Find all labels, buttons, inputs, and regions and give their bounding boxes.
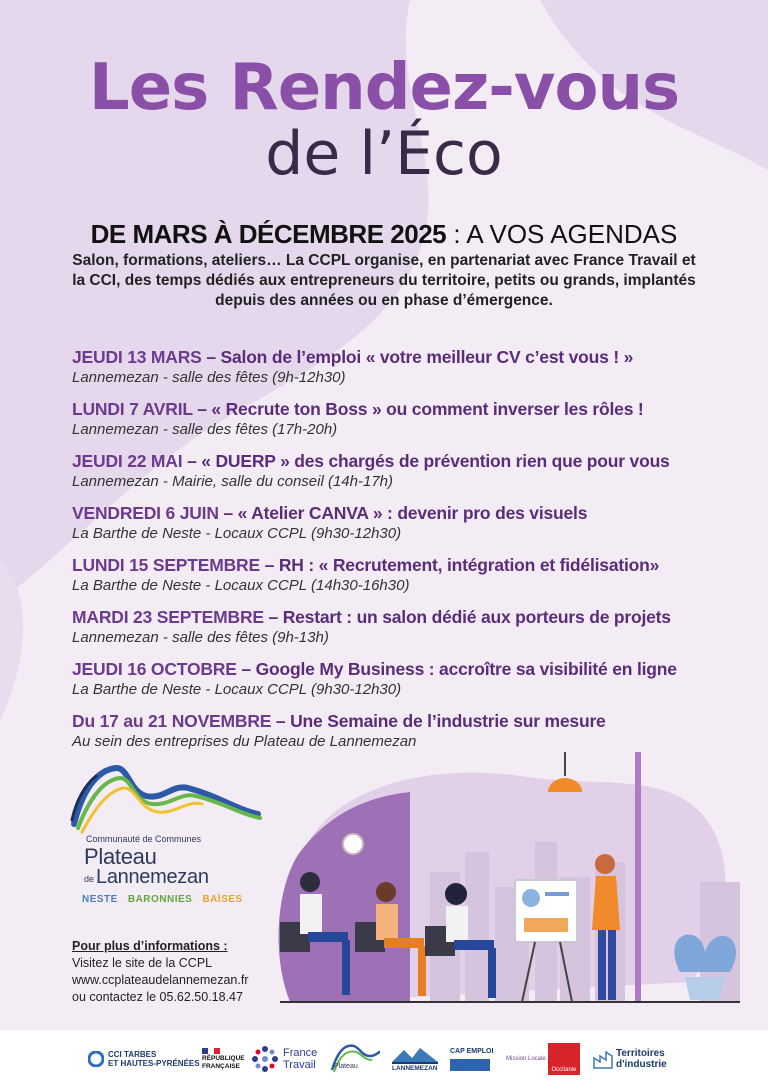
event-date: LUNDI 7 AVRIL: [72, 399, 193, 419]
partner-plateau: [330, 1040, 382, 1078]
event-title: [72, 449, 752, 473]
event-item: [72, 345, 752, 397]
event-item: [72, 657, 752, 709]
events-list: [72, 345, 752, 761]
ti-line1: Territoires: [616, 1048, 665, 1059]
partner-occitanie: [548, 1040, 580, 1078]
cci-line1: CCI TARBES: [108, 1050, 157, 1059]
dates-heading: [0, 218, 768, 250]
event-place: La Barthe de Neste - Locaux CCPL (9h30-12h30): [72, 681, 402, 698]
event-title: [72, 397, 752, 421]
event-place: Lannemezan - salle des fêtes (9h-12h30): [72, 369, 346, 386]
event-date: MARDI 23 SEPTEMBRE: [72, 607, 264, 627]
logo-name-de: de: [84, 874, 95, 884]
event-place: Lannemezan - salle des fêtes (9h-13h): [72, 629, 329, 646]
logo-baises: BAÏSES: [202, 894, 243, 905]
event-place: La Barthe de Neste - Locaux CCPL (9h30-12h30): [72, 525, 402, 542]
event-place: Au sein des entreprises du Plateau de Lannemezan: [72, 733, 417, 750]
event-place: La Barthe de Neste - Locaux CCPL (14h30-16h30): [72, 577, 410, 594]
cci-icon: [88, 1051, 104, 1067]
event-label: – RH : « Recrutement, intégration et fidélisation»: [259, 555, 660, 575]
cci-line2: ET HAUTES-PYRÉNÉES: [108, 1059, 200, 1068]
event-item: [72, 553, 752, 605]
event-place: Lannemezan - salle des fêtes (17h-20h): [72, 421, 338, 438]
event-item: [72, 605, 752, 657]
logo-name-plateau: Plateau: [84, 844, 157, 869]
occitanie-logo-icon: [548, 1043, 580, 1075]
title-line2: de l’Éco: [265, 119, 503, 189]
french-flag-icon: [202, 1048, 220, 1054]
partners-footer: [0, 1030, 768, 1086]
dates-heading-rest: : A VOS AGENDAS: [446, 219, 678, 249]
event-item: [72, 449, 752, 501]
event-label: – Restart : un salon dédié aux porteurs de projets: [263, 607, 671, 627]
ft-line1: France: [283, 1047, 318, 1059]
rf-line1: RÉPUBLIQUE: [202, 1054, 245, 1062]
event-label: – « Atelier CANVA » : devenir pro des visuels: [218, 503, 588, 523]
event-date: Du 17 au 21 NOVEMBRE: [72, 711, 272, 731]
info-phone: ou contactez le 05.62.50.18.47: [72, 990, 243, 1004]
partner-cap-emploi: [450, 1040, 493, 1078]
event-title: [72, 501, 752, 525]
partner-plateau-label: Plateau: [334, 1063, 358, 1070]
territoires-industrie-icon: [592, 1048, 614, 1070]
event-date: LUNDI 15 SEPTEMBRE: [72, 555, 260, 575]
info-line-site: Visitez le site de la CCPL: [72, 956, 213, 970]
meeting-illustration: [260, 752, 760, 1012]
event-title: [72, 605, 752, 629]
event-date: VENDREDI 6 JUIN: [72, 503, 219, 523]
event-label: – Une Semaine de l’industrie sur mesure: [271, 711, 606, 731]
ti-line2: d'industrie: [616, 1059, 667, 1070]
event-item: [72, 501, 752, 553]
event-label: – Salon de l’emploi « votre meilleur CV c’est vous ! »: [201, 347, 634, 367]
logo-name-lannemezan: Lannemezan: [96, 866, 209, 888]
logo-neste: NESTE: [82, 894, 118, 905]
event-title: [72, 345, 752, 369]
event-item: [72, 397, 752, 449]
ft-line2: Travail: [283, 1059, 316, 1071]
title-line1: Les Rendez-vous: [88, 51, 680, 125]
france-travail-icon: [250, 1044, 280, 1074]
cap-emploi-badge-icon: [450, 1059, 490, 1071]
event-date: JEUDI 13 MARS: [72, 347, 202, 367]
partner-cci: [88, 1040, 200, 1078]
event-label: – « Recrute ton Boss » ou comment inverser les rôles !: [192, 399, 644, 419]
event-title: [72, 553, 752, 577]
logo-baronnies: BARONNIES: [127, 894, 193, 905]
partner-republique: [202, 1040, 245, 1078]
event-date: JEUDI 22 MAI: [72, 451, 183, 471]
event-label: – « DUERP » des chargés de prévention rien que pour vous: [182, 451, 670, 471]
info-url[interactable]: www.ccplateaudelannemezan.fr: [72, 973, 249, 987]
partner-lannemezan: [390, 1040, 440, 1078]
partner-mission-locale: [506, 1040, 546, 1078]
event-title: [72, 709, 752, 733]
logo-sub-areas: [82, 894, 243, 905]
intro-text: Salon, formations, ateliers… La CCPL organise, en partenariat avec France Travail et la CCI, des temps dédiés aux entrepreneurs du territoire, petits ou grands, implantés depuis des années ou en phase d’émergence.: [72, 252, 696, 309]
partner-lannemezan-label: LANNEMEZAN: [392, 1065, 438, 1072]
ccpl-logo: [68, 762, 268, 912]
partner-france-travail: [250, 1040, 317, 1078]
cap-emploi-label: CAP EMPLOI: [450, 1048, 494, 1055]
occitanie-label: Occitanie: [551, 1067, 577, 1073]
mission-locale-label: Mission Locale: [506, 1055, 546, 1062]
ccpl-logo-swoosh-icon: [68, 762, 268, 837]
info-heading: Pour plus d’informations :: [72, 939, 228, 953]
event-label: – Google My Business : accroître sa visibilité en ligne: [236, 659, 677, 679]
logo-small-label: Communauté de Communes: [86, 834, 202, 844]
event-place: Lannemezan - Mairie, salle du conseil (14h-17h): [72, 473, 394, 490]
event-date: JEUDI 16 OCTOBRE: [72, 659, 237, 679]
event-title: [72, 657, 752, 681]
dates-heading-bold: DE MARS À DÉCEMBRE 2025: [90, 219, 447, 249]
partner-territoires-industrie: [592, 1040, 667, 1078]
rf-line2: FRANÇAISE: [202, 1062, 240, 1070]
